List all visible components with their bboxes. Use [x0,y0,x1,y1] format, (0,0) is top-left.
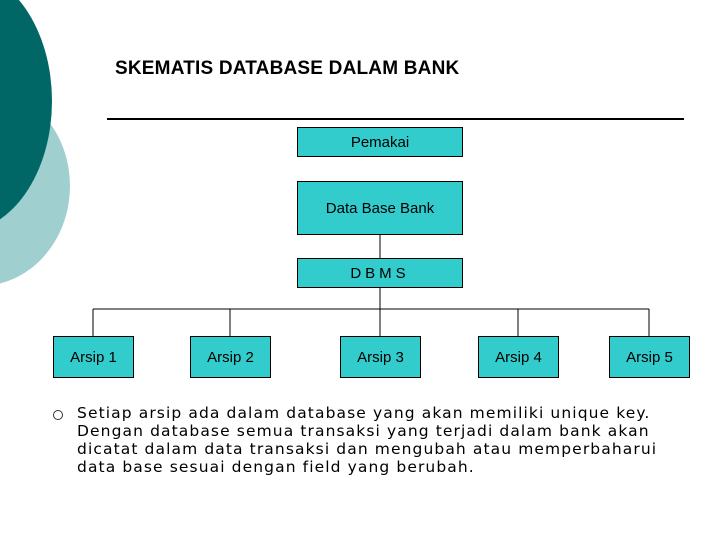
node-arsip-3 [340,336,421,378]
node-arsip-2-label: Arsip 2 [207,348,254,366]
node-arsip-5-label: Arsip 5 [626,348,673,366]
node-arsip-1 [53,336,134,378]
node-dbms [297,258,463,288]
node-database-bank-label: Data Base Bank [325,199,435,217]
node-arsip-4 [478,336,559,378]
node-dbms-label: DBMS [350,264,410,282]
bullet-text: Setiap arsip ada dalam database yang akan memiliki unique key. Dengan database semua transaksi yang terjadi dalam bank akan dicatat dalam data transaksi dan mengubah atau memperbaharui data base sesuai dengan field yang berubah. [77,404,658,476]
node-arsip-4-label: Arsip 4 [495,348,542,366]
node-database-bank [297,181,463,235]
node-arsip-3-label: Arsip 3 [357,348,404,366]
node-pemakai-label: Pemakai [350,133,410,151]
node-arsip-1-label: Arsip 1 [70,348,117,366]
node-pemakai [297,127,463,157]
node-arsip-5 [609,336,690,378]
hollow-circle-bullet-icon [53,410,63,420]
slide-title: SKEMATIS DATABASE DALAM BANK [115,58,460,79]
node-arsip-2 [190,336,271,378]
